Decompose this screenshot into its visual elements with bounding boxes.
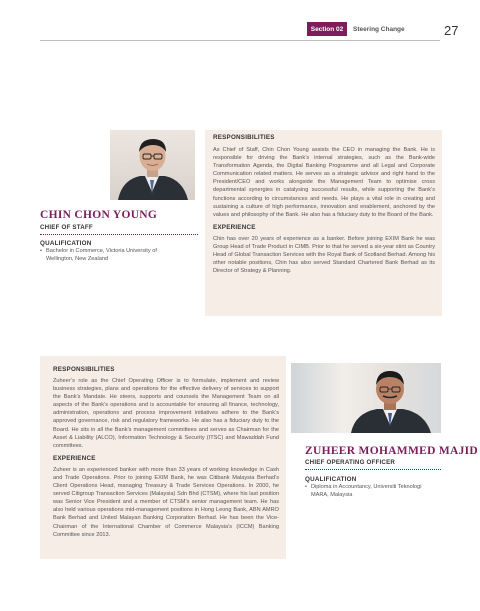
profile-2-title: CHIEF OPERATING OFFICER [305,459,396,466]
profile-1-qualification-heading: QUALIFICATION [40,240,92,247]
profile-2-qualification-list [305,484,445,499]
qualification-line: Bachelor in Commerce, Victoria University of [46,248,157,254]
page-number: 27 [444,23,459,38]
profile-2-details-panel [40,356,286,559]
qualification-line: Wellington, New Zealand [46,255,109,262]
profile-1-qualification-list [40,248,200,263]
profile-1-experience-heading: EXPERIENCE [213,223,256,231]
profile-1-responsibilities-heading: RESPONSIBILITIES [213,134,275,141]
profile-2-responsibilities-text: Zuheer’s role as the Chief Operating Officer is to formulate, implement and review business strategies, plans and operations for the effective delivery of services to support the Bank’s Mandate. He steers, supports and counsels the Management Team on all aspects of the Bank’s operations and is accountable for ensuring all finance, technology, administration, operations and process improvement initiatives adhere to the Bank’s approved governance, risk and regulatory frameworks. He also has a fiduciary duty to the Board. He sits in all the Bank’s management committees and serves as Chairman for the Asset & Liability (ALCO), Information Technology & Security (ITSC) and Mawaddah Fund committees. [53,378,279,449]
bullet-icon: • [305,484,307,490]
bullet-icon: • [40,248,42,254]
portrait-illustration [110,130,195,200]
profile-1-details-panel [205,130,442,316]
qualification-line: Diploma in Accountancy, Universiti Teknologi [311,484,422,490]
header-divider [40,40,440,41]
profile-1-divider [40,234,198,235]
profile-2-divider [305,469,441,470]
profile-1-name: CHIN CHON YOUNG [40,209,158,221]
portrait-photo-zuheer-mohammed-majid [291,363,441,433]
profile-2-responsibilities-heading: RESPONSIBILITIES [53,366,115,373]
section-label: Section 02 [307,22,347,36]
profile-2-name: ZUHEER MOHAMMED MAJID [305,445,479,457]
profile-2-experience-text: Zuhеer is an experienced banker with more than 33 years of working knowledge in Cash and Trade Operations. Prior to joining EXIM Bank, he was Citibank Malaysia Berhad’s Client Operations Head, managing Treasury & Trade Services Operations. In 2000, he served Citigroup Transaction Services (Malaysia) Sdn Bhd (CTSM), where his last position was Senior Vice President and a member of CTSM’s senior management team. He has also held various operations mid-management positions in Hong Leong Bank, ABN AMRO Bank Berhad and United Malayan Banking Corporation Berhad. He has been the Vice-Chairman of the International Chamber of Commerce Malaysia’s (ICCM) Banking Committee since 2013. [53,466,279,538]
profile-1-experience-text: Chin has over 20 years of experience as a banker. Before joining EXIM Bank he was Group Head of Trade Product in CIMB. Prior to that he served a six-year stint as Country Head of Global Transaction Services with the Royal Bank of Scotland Berhad. Among his other notable positions, Chin has also served Standard Chartered Bank Berhad as its Director of Strategy & Planning. [213,235,435,275]
section-title: Steering Change [353,25,405,33]
profile-1-title: CHIEF OF STAFF [40,224,93,231]
profile-2-experience-heading: EXPERIENCE [53,454,96,462]
qualification-item [305,484,445,499]
qualification-line: MARA, Malaysia [311,491,353,498]
profile-1-responsibilities-text: As Chief of Staff, Chin Chon Young assists the CEO in managing the Bank. He is responsible for driving the Bank’s internal strategies, such as the Bank-wide Transformation Agenda, the Digital Banking Programme and all Legal and Corporate Communication related matters. He serves as a strategic advisor and right hand to the President/CEO and works alongside the Management Team to optimise cross departmental synergies in catalysing successful results, while supporting the Bank’s functions according to circumstances and needs. He plays a vital role in creating and sustaining a culture of high performance, innovation and enablement, anchored by the values and philosophy of the Bank. He also has a fiduciary duty to the Board of the Bank. [213,147,435,218]
qualification-item [40,248,200,263]
portrait-photo-chin-chon-young [110,130,195,200]
profile-2-qualification-heading: QUALIFICATION [305,476,357,483]
portrait-illustration [291,363,441,433]
